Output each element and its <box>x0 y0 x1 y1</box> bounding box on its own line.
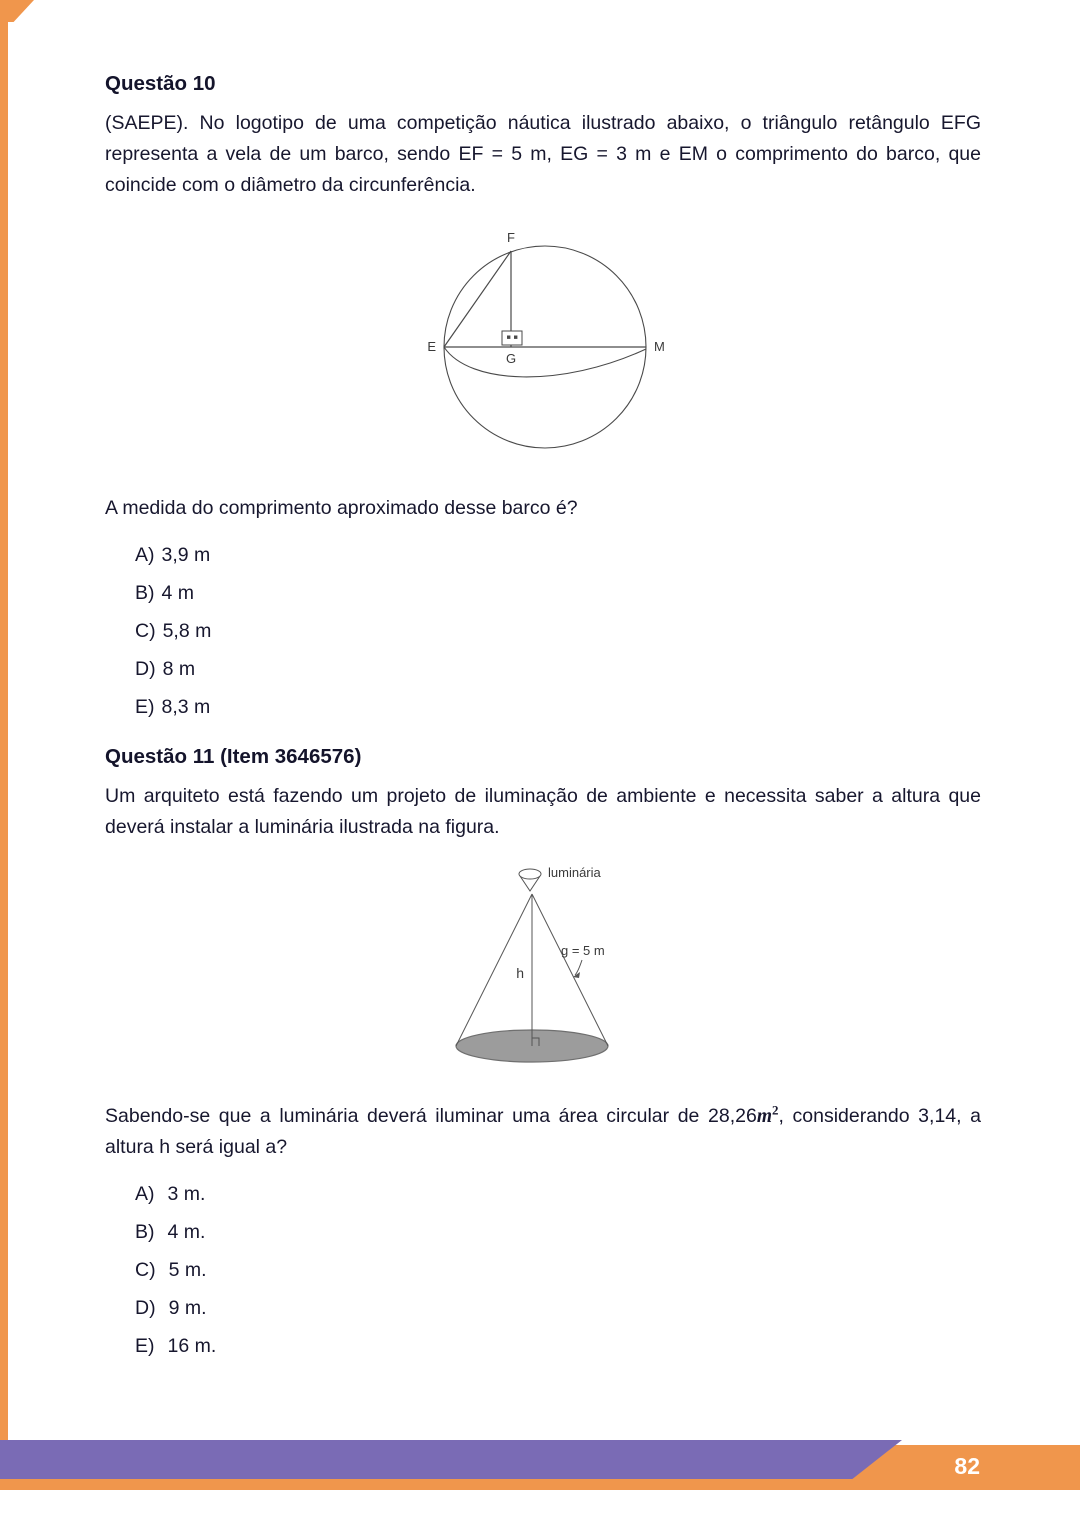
page-content <box>105 72 981 1373</box>
q11-option-b <box>135 1221 981 1244</box>
cone-right-side <box>532 894 608 1046</box>
option-text: 4 m <box>161 582 195 604</box>
lamp-label: luminária <box>548 865 601 880</box>
question-11-section <box>105 745 981 1358</box>
q11-option-c <box>135 1259 981 1282</box>
left-border-accent <box>0 0 8 1442</box>
option-label: C) <box>135 1259 156 1281</box>
q11-option-a <box>135 1183 981 1206</box>
q10-option-d <box>135 658 981 681</box>
option-text: 3,9 m <box>161 544 211 566</box>
q10-option-c <box>135 620 981 643</box>
option-text: 9 m. <box>168 1297 207 1319</box>
slant-arrow <box>575 960 582 975</box>
question-11-title: Questão 11 (Item 3646576) <box>105 745 362 768</box>
slant-label: g = 5 m <box>561 943 605 958</box>
boat-hull-curve <box>444 347 646 377</box>
height-label: h <box>516 965 524 981</box>
top-left-corner-accent <box>0 0 34 22</box>
question-11-options <box>135 1183 981 1358</box>
q11-prompt-pre: Sabendo-se que a luminária deverá iluminar uma área circular de 28,26 <box>105 1105 757 1127</box>
question-10-options <box>135 544 981 719</box>
q11-option-d <box>135 1297 981 1320</box>
q10-option-a <box>135 544 981 567</box>
question-10-intro: (SAEPE). No logotipo de uma competição náutica ilustrado abaixo, o triângulo retângulo EFG representa a vela de um barco, sendo EF = 5 m, EG = 3 m e EM o comprimento do barco, que coincide com o diâmetro da circunferência. <box>105 112 981 196</box>
q11-unit-m: m <box>756 1106 772 1127</box>
question-10-section <box>105 72 981 719</box>
option-label: A) <box>135 1183 155 1205</box>
option-label: D) <box>135 658 156 680</box>
question-11-prompt <box>105 1101 981 1163</box>
option-label: D) <box>135 1297 156 1319</box>
q10-option-e <box>135 696 981 719</box>
option-text: 5 m. <box>168 1259 207 1281</box>
option-text: 4 m. <box>167 1221 206 1243</box>
question-11-figure <box>105 863 981 1081</box>
option-label: C) <box>135 620 156 642</box>
label-E: E <box>427 339 436 354</box>
question-10-prompt: A medida do comprimento aproximado desse barco é? <box>105 497 578 519</box>
boat-logo-diagram <box>407 225 679 461</box>
cone-lamp-diagram <box>427 863 659 1081</box>
option-text: 8,3 m <box>161 696 211 718</box>
label-G: G <box>505 351 517 366</box>
right-angle-dot <box>507 336 510 339</box>
option-label: A) <box>135 544 155 566</box>
option-label: E) <box>135 1335 155 1357</box>
segment-EF <box>444 251 511 347</box>
lamp-ellipse <box>519 869 541 879</box>
q10-option-b <box>135 582 981 605</box>
question-10-title: Questão 10 <box>105 72 216 95</box>
q11-option-e <box>135 1335 981 1358</box>
option-text: 16 m. <box>167 1335 217 1357</box>
option-text: 3 m. <box>167 1183 206 1205</box>
label-M: M <box>654 339 665 354</box>
question-11-intro: Um arquiteto está fazendo um projeto de iluminação de ambiente e necessita saber a altura que deverá instalar a luminária ilustrada na figura. <box>105 785 981 838</box>
option-label: B) <box>135 1221 155 1243</box>
label-F: F <box>507 230 515 245</box>
footer-purple-band <box>0 1440 902 1479</box>
option-label: E) <box>135 696 155 718</box>
option-text: 5,8 m <box>162 620 212 642</box>
q11-superscript: 2 <box>771 1102 779 1118</box>
right-angle-marker <box>502 331 522 345</box>
right-angle-dot <box>514 336 517 339</box>
q11-prompt-post: , considerando 3,14, a altura h será igual a? <box>105 1105 981 1158</box>
question-10-figure <box>105 225 981 461</box>
option-text: 8 m <box>162 658 196 680</box>
option-label: B) <box>135 582 155 604</box>
page-number: 82 <box>954 1453 980 1479</box>
